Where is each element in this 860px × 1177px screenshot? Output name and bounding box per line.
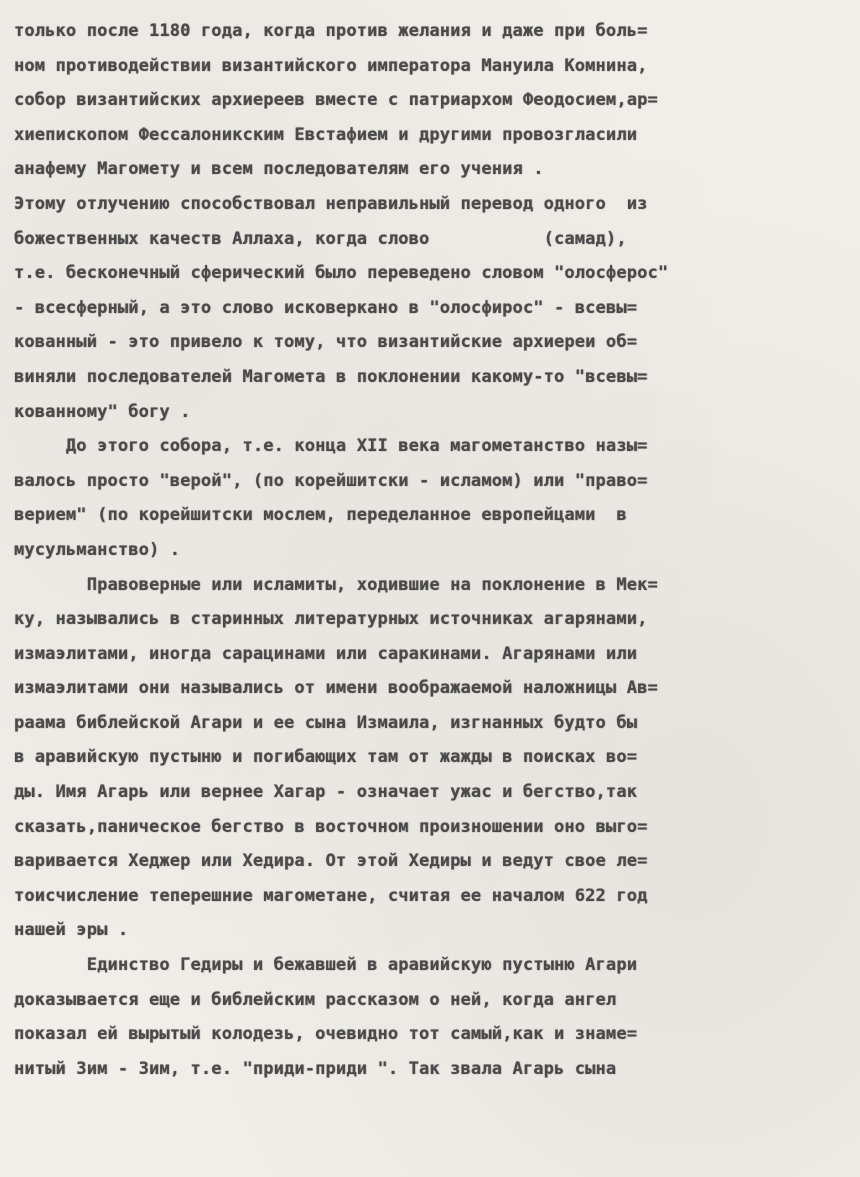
text-line: собор византийских архиереев вместе с патриархом Феодосием,ар= <box>14 90 658 111</box>
text-line: виняли последователей Магомета в поклонении какому-то "всевы= <box>14 366 648 387</box>
text-line: анафему Магомету и всем последователям его учения . <box>14 159 544 180</box>
text-line: Единство Гедиры и бежавшей в аравийскую пустыню Агари <box>14 955 638 976</box>
text-line: показал ей вырытый колодезь, очевидно тот самый,как и знаме= <box>14 1024 638 1045</box>
text-line: Правоверные или исламиты, ходившие на поклонение в Мек= <box>14 574 658 595</box>
text-line: мусульманство) . <box>14 539 181 560</box>
page-body-text <box>14 14 850 1086</box>
text-line: хиепископом Фессалоникским Евстафием и другими провозгласили <box>14 124 638 145</box>
text-line: варивается Хеджер или Хедира. От этой Хедиры и ведут свое ле= <box>14 851 648 872</box>
text-line: - всесферный, а это слово исковеркано в "олосфирос" - всевы= <box>14 297 638 318</box>
text-line: т.е. бесконечный сферический было переведено словом "олосферос" <box>14 263 669 284</box>
text-line: нашей эры . <box>14 920 129 941</box>
text-line: божественных качеств Аллаха, когда слово (самад), <box>14 228 627 249</box>
text-line: только после 1180 года, когда против желания и даже при боль= <box>14 21 648 41</box>
text-line: доказывается еще и библейским рассказом о ней, когда ангел <box>14 989 617 1010</box>
text-line: сказать,паническое бегство в восточном произношении оно выго= <box>14 816 648 837</box>
text-line: верием" (по корейшитски мослем, переделанное европейцами в <box>14 505 627 526</box>
text-line: ном противодействии византийского императора Мануила Комнина, <box>14 55 648 76</box>
text-line: нитый Зим - Зим, т.е. "приди-приди ". Так звала Агарь сына <box>14 1058 617 1079</box>
text-line: ку, назывались в старинных литературных источниках агарянами, <box>14 609 648 630</box>
text-line: валось просто "верой", (по корейшитски - исламом) или "право= <box>14 470 648 491</box>
text-line: До этого собора, т.е. конца XII века магометанство назы= <box>14 436 648 457</box>
text-line: ды. Имя Агарь или вернее Хагар - означает ужас и бегство,так <box>14 782 638 803</box>
text-line: измаэлитами они назывались от имени воображаемой наложницы Ав= <box>14 678 658 699</box>
text-line: измаэлитами, иногда сарацинами или саракинами. Агарянами или <box>14 643 638 664</box>
text-line: кованному" богу . <box>14 401 191 422</box>
text-line: Этому отлучению способствовал неправильный перевод одного из <box>14 193 648 214</box>
text-line: кованный - это привело к тому, что византийские архиереи об= <box>14 332 638 353</box>
text-line: в аравийскую пустыню и погибающих там от жажды в поисках во= <box>14 747 638 768</box>
text-line: раама библейской Агари и ее сына Измаила, изгнанных будто бы <box>14 712 638 733</box>
text-line: тоисчисление теперешние магометане, считая ее началом 622 год <box>14 885 648 906</box>
